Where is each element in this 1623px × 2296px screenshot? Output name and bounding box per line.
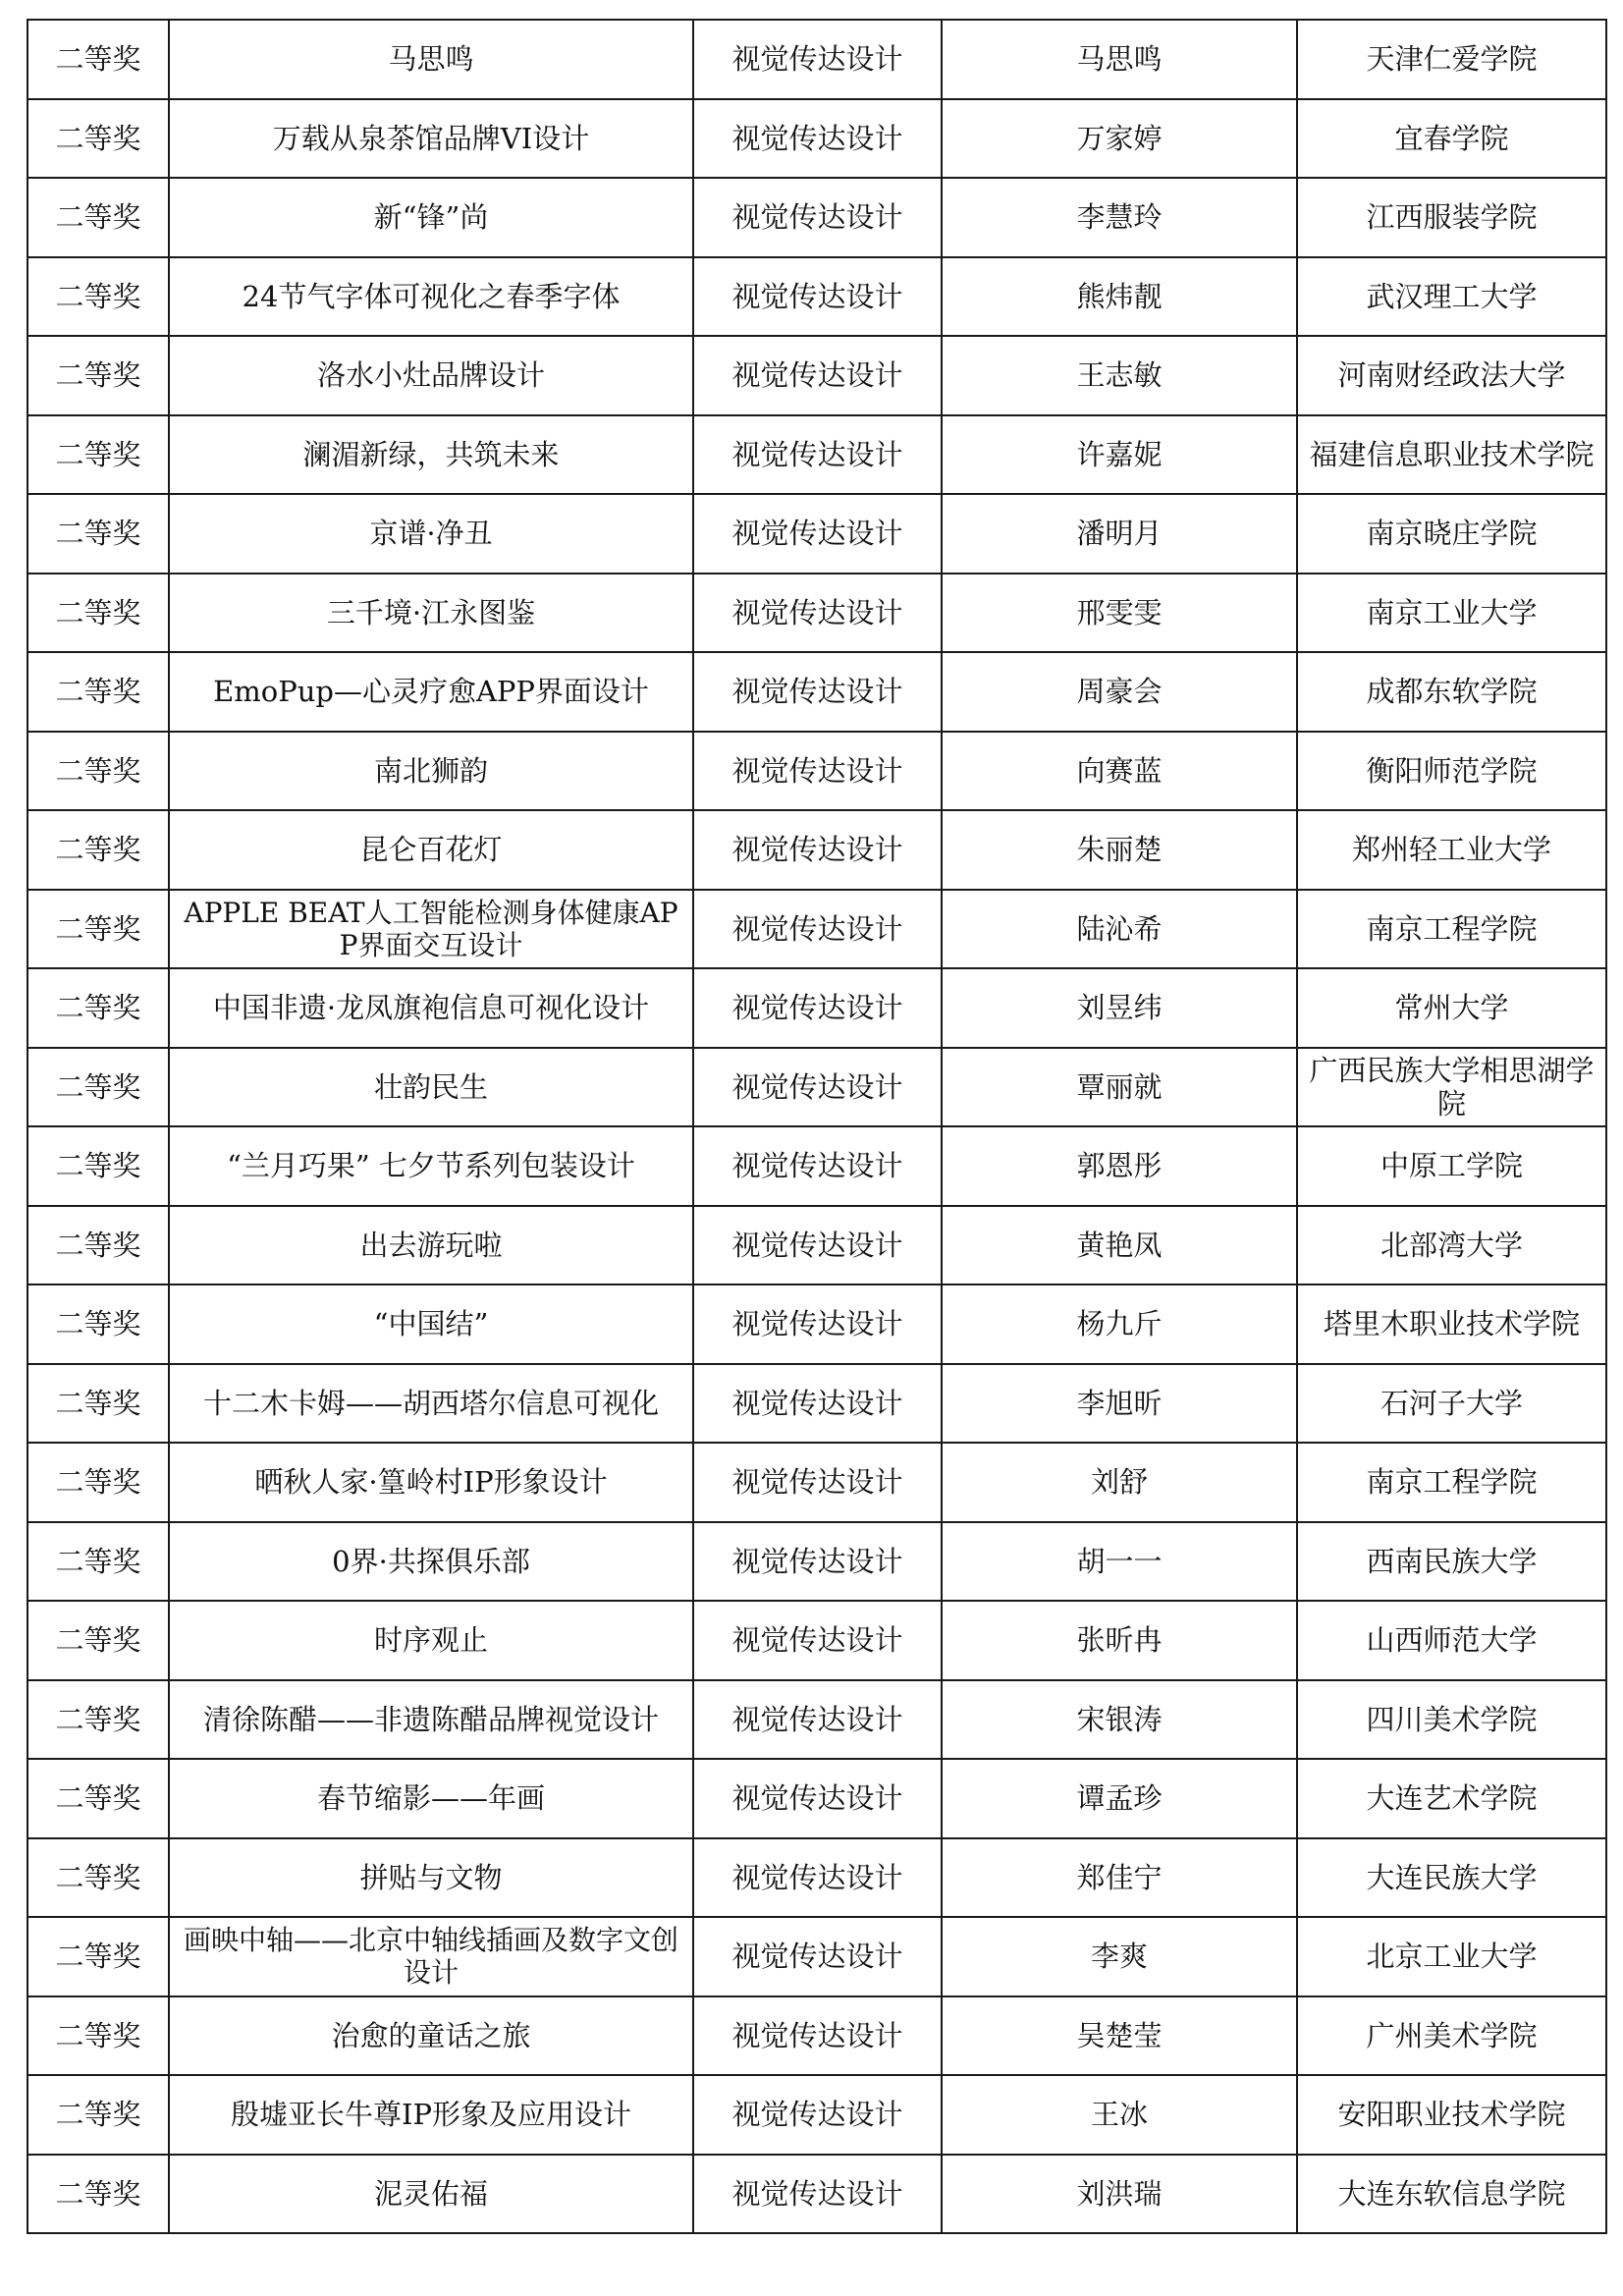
school-cell: 河南财经政法大学 bbox=[1297, 336, 1606, 415]
work-title-cell: 中国非遗·龙凤旗袍信息可视化设计 bbox=[169, 968, 693, 1048]
table-row bbox=[27, 732, 1606, 811]
award-level-cell: 二等奖 bbox=[27, 1285, 169, 1364]
work-title-cell: 0界·共探俱乐部 bbox=[169, 1522, 693, 1602]
major-cell: 视觉传达设计 bbox=[693, 1285, 942, 1364]
table-row bbox=[27, 336, 1606, 415]
work-title-cell: 万载从泉茶馆品牌VI设计 bbox=[169, 99, 693, 179]
major-cell: 视觉传达设计 bbox=[693, 415, 942, 495]
author-name-cell: 胡一一 bbox=[942, 1522, 1297, 1602]
table-row bbox=[27, 20, 1606, 99]
author-name-cell: 张昕冉 bbox=[942, 1601, 1297, 1680]
table-row bbox=[27, 1522, 1606, 1602]
table-row bbox=[27, 1680, 1606, 1760]
work-title-cell: 殷墟亚长牛尊IP形象及应用设计 bbox=[169, 2075, 693, 2155]
award-level-cell: 二等奖 bbox=[27, 1917, 169, 1996]
award-level-cell: 二等奖 bbox=[27, 1838, 169, 1918]
major-cell: 视觉传达设计 bbox=[693, 178, 942, 257]
school-cell: 北京工业大学 bbox=[1297, 1917, 1606, 1996]
award-level-cell: 二等奖 bbox=[27, 1126, 169, 1206]
author-name-cell: 向赛蓝 bbox=[942, 732, 1297, 811]
award-level-cell: 二等奖 bbox=[27, 257, 169, 337]
author-name-cell: 朱丽楚 bbox=[942, 810, 1297, 890]
work-title-cell: 南北狮韵 bbox=[169, 732, 693, 811]
author-name-cell: 刘舒 bbox=[942, 1443, 1297, 1522]
major-cell: 视觉传达设计 bbox=[693, 1996, 942, 2076]
award-level-cell: 二等奖 bbox=[27, 890, 169, 969]
author-name-cell: 李爽 bbox=[942, 1917, 1297, 1996]
school-cell: 宜春学院 bbox=[1297, 99, 1606, 179]
table-row bbox=[27, 1048, 1606, 1127]
school-cell: 南京工程学院 bbox=[1297, 1443, 1606, 1522]
work-title-cell: 新“锋”尚 bbox=[169, 178, 693, 257]
major-cell: 视觉传达设计 bbox=[693, 1759, 942, 1838]
award-level-cell: 二等奖 bbox=[27, 1996, 169, 2076]
table-row bbox=[27, 574, 1606, 653]
table-row bbox=[27, 1206, 1606, 1285]
work-title-cell: 出去游玩啦 bbox=[169, 1206, 693, 1285]
major-cell: 视觉传达设计 bbox=[693, 257, 942, 337]
author-name-cell: 郑佳宁 bbox=[942, 1838, 1297, 1918]
award-level-cell: 二等奖 bbox=[27, 415, 169, 495]
school-cell: 广州美术学院 bbox=[1297, 1996, 1606, 2076]
major-cell: 视觉传达设计 bbox=[693, 968, 942, 1048]
major-cell: 视觉传达设计 bbox=[693, 1680, 942, 1760]
work-title-cell: 洛水小灶品牌设计 bbox=[169, 336, 693, 415]
major-cell: 视觉传达设计 bbox=[693, 1601, 942, 1680]
award-level-cell: 二等奖 bbox=[27, 810, 169, 890]
table-row bbox=[27, 257, 1606, 337]
author-name-cell: 刘洪瑞 bbox=[942, 2155, 1297, 2234]
work-title-cell: 十二木卡姆——胡西塔尔信息可视化 bbox=[169, 1364, 693, 1444]
author-name-cell: 潘明月 bbox=[942, 494, 1297, 574]
table-row bbox=[27, 2155, 1606, 2234]
table-row bbox=[27, 1126, 1606, 1206]
major-cell: 视觉传达设计 bbox=[693, 1522, 942, 1602]
table-row bbox=[27, 1285, 1606, 1364]
major-cell: 视觉传达设计 bbox=[693, 890, 942, 969]
work-title-cell: 昆仑百花灯 bbox=[169, 810, 693, 890]
school-cell: 石河子大学 bbox=[1297, 1364, 1606, 1444]
author-name-cell: 熊炜靓 bbox=[942, 257, 1297, 337]
major-cell: 视觉传达设计 bbox=[693, 336, 942, 415]
work-title-cell: 清徐陈醋——非遗陈醋品牌视觉设计 bbox=[169, 1680, 693, 1760]
award-level-cell: 二等奖 bbox=[27, 1206, 169, 1285]
major-cell: 视觉传达设计 bbox=[693, 652, 942, 732]
award-level-cell: 二等奖 bbox=[27, 1759, 169, 1838]
major-cell: 视觉传达设计 bbox=[693, 99, 942, 179]
work-title-cell: EmoPup—心灵疗愈APP界面设计 bbox=[169, 652, 693, 732]
author-name-cell: 许嘉妮 bbox=[942, 415, 1297, 495]
work-title-cell: 三千境·江永图鉴 bbox=[169, 574, 693, 653]
award-level-cell: 二等奖 bbox=[27, 1048, 169, 1127]
work-title-cell: 画映中轴——北京中轴线插画及数字文创设计 bbox=[169, 1917, 693, 1996]
awards-table bbox=[27, 19, 1607, 2234]
award-level-cell: 二等奖 bbox=[27, 968, 169, 1048]
major-cell: 视觉传达设计 bbox=[693, 1206, 942, 1285]
author-name-cell: 杨九斤 bbox=[942, 1285, 1297, 1364]
award-level-cell: 二等奖 bbox=[27, 1364, 169, 1444]
school-cell: 西南民族大学 bbox=[1297, 1522, 1606, 1602]
award-level-cell: 二等奖 bbox=[27, 1522, 169, 1602]
major-cell: 视觉传达设计 bbox=[693, 732, 942, 811]
school-cell: 大连艺术学院 bbox=[1297, 1759, 1606, 1838]
award-level-cell: 二等奖 bbox=[27, 574, 169, 653]
work-title-cell: “兰月巧果” 七夕节系列包装设计 bbox=[169, 1126, 693, 1206]
work-title-cell: 治愈的童话之旅 bbox=[169, 1996, 693, 2076]
table-row bbox=[27, 1917, 1606, 1996]
award-level-cell: 二等奖 bbox=[27, 1680, 169, 1760]
major-cell: 视觉传达设计 bbox=[693, 1838, 942, 1918]
award-level-cell: 二等奖 bbox=[27, 2155, 169, 2234]
school-cell: 北部湾大学 bbox=[1297, 1206, 1606, 1285]
school-cell: 大连东软信息学院 bbox=[1297, 2155, 1606, 2234]
table-row bbox=[27, 1996, 1606, 2076]
author-name-cell: 李旭昕 bbox=[942, 1364, 1297, 1444]
award-level-cell: 二等奖 bbox=[27, 2075, 169, 2155]
author-name-cell: 邢雯雯 bbox=[942, 574, 1297, 653]
award-level-cell: 二等奖 bbox=[27, 1601, 169, 1680]
school-cell: 大连民族大学 bbox=[1297, 1838, 1606, 1918]
school-cell: 南京晓庄学院 bbox=[1297, 494, 1606, 574]
school-cell: 郑州轻工业大学 bbox=[1297, 810, 1606, 890]
author-name-cell: 郭恩彤 bbox=[942, 1126, 1297, 1206]
table-row bbox=[27, 415, 1606, 495]
school-cell: 广西民族大学相思湖学院 bbox=[1297, 1048, 1606, 1127]
major-cell: 视觉传达设计 bbox=[693, 2075, 942, 2155]
table-row bbox=[27, 1601, 1606, 1680]
school-cell: 四川美术学院 bbox=[1297, 1680, 1606, 1760]
table-row bbox=[27, 494, 1606, 574]
work-title-cell: 澜湄新绿，共筑未来 bbox=[169, 415, 693, 495]
author-name-cell: 万家婷 bbox=[942, 99, 1297, 179]
major-cell: 视觉传达设计 bbox=[693, 2155, 942, 2234]
table-row bbox=[27, 2075, 1606, 2155]
work-title-cell: 晒秋人家·篁岭村IP形象设计 bbox=[169, 1443, 693, 1522]
author-name-cell: 黄艳凤 bbox=[942, 1206, 1297, 1285]
school-cell: 衡阳师范学院 bbox=[1297, 732, 1606, 811]
major-cell: 视觉传达设计 bbox=[693, 1126, 942, 1206]
table-row bbox=[27, 968, 1606, 1048]
author-name-cell: 王志敏 bbox=[942, 336, 1297, 415]
work-title-cell: 马思鸣 bbox=[169, 20, 693, 99]
work-title-cell: “中国结” bbox=[169, 1285, 693, 1364]
major-cell: 视觉传达设计 bbox=[693, 810, 942, 890]
table-row bbox=[27, 1838, 1606, 1918]
work-title-cell: 京谱·净丑 bbox=[169, 494, 693, 574]
major-cell: 视觉传达设计 bbox=[693, 494, 942, 574]
work-title-cell: APPLE BEAT人工智能检测身体健康APP界面交互设计 bbox=[169, 890, 693, 969]
work-title-cell: 泥灵佑福 bbox=[169, 2155, 693, 2234]
work-title-cell: 春节缩影——年画 bbox=[169, 1759, 693, 1838]
author-name-cell: 谭孟珍 bbox=[942, 1759, 1297, 1838]
author-name-cell: 覃丽就 bbox=[942, 1048, 1297, 1127]
author-name-cell: 李慧玲 bbox=[942, 178, 1297, 257]
work-title-cell: 壮韵民生 bbox=[169, 1048, 693, 1127]
table-row bbox=[27, 810, 1606, 890]
school-cell: 福建信息职业技术学院 bbox=[1297, 415, 1606, 495]
school-cell: 成都东软学院 bbox=[1297, 652, 1606, 732]
award-level-cell: 二等奖 bbox=[27, 494, 169, 574]
school-cell: 安阳职业技术学院 bbox=[1297, 2075, 1606, 2155]
table-row bbox=[27, 1759, 1606, 1838]
school-cell: 南京工业大学 bbox=[1297, 574, 1606, 653]
major-cell: 视觉传达设计 bbox=[693, 574, 942, 653]
table-row bbox=[27, 99, 1606, 179]
award-level-cell: 二等奖 bbox=[27, 652, 169, 732]
table-row bbox=[27, 890, 1606, 969]
award-level-cell: 二等奖 bbox=[27, 178, 169, 257]
school-cell: 武汉理工大学 bbox=[1297, 257, 1606, 337]
award-level-cell: 二等奖 bbox=[27, 1443, 169, 1522]
table-row bbox=[27, 1443, 1606, 1522]
work-title-cell: 时序观止 bbox=[169, 1601, 693, 1680]
major-cell: 视觉传达设计 bbox=[693, 1364, 942, 1444]
award-level-cell: 二等奖 bbox=[27, 99, 169, 179]
school-cell: 山西师范大学 bbox=[1297, 1601, 1606, 1680]
work-title-cell: 24节气字体可视化之春季字体 bbox=[169, 257, 693, 337]
work-title-cell: 拼贴与文物 bbox=[169, 1838, 693, 1918]
author-name-cell: 宋银涛 bbox=[942, 1680, 1297, 1760]
school-cell: 中原工学院 bbox=[1297, 1126, 1606, 1206]
table-row bbox=[27, 178, 1606, 257]
school-cell: 天津仁爱学院 bbox=[1297, 20, 1606, 99]
school-cell: 常州大学 bbox=[1297, 968, 1606, 1048]
awards-list-page bbox=[27, 19, 1605, 2234]
school-cell: 江西服装学院 bbox=[1297, 178, 1606, 257]
school-cell: 南京工程学院 bbox=[1297, 890, 1606, 969]
table-row bbox=[27, 1364, 1606, 1444]
major-cell: 视觉传达设计 bbox=[693, 20, 942, 99]
author-name-cell: 吴楚莹 bbox=[942, 1996, 1297, 2076]
major-cell: 视觉传达设计 bbox=[693, 1443, 942, 1522]
table-row bbox=[27, 652, 1606, 732]
award-level-cell: 二等奖 bbox=[27, 20, 169, 99]
author-name-cell: 马思鸣 bbox=[942, 20, 1297, 99]
author-name-cell: 周豪会 bbox=[942, 652, 1297, 732]
major-cell: 视觉传达设计 bbox=[693, 1048, 942, 1127]
awards-table-body bbox=[27, 20, 1606, 2233]
major-cell: 视觉传达设计 bbox=[693, 1917, 942, 1996]
author-name-cell: 刘昱纬 bbox=[942, 968, 1297, 1048]
school-cell: 塔里木职业技术学院 bbox=[1297, 1285, 1606, 1364]
author-name-cell: 陆沁希 bbox=[942, 890, 1297, 969]
author-name-cell: 王冰 bbox=[942, 2075, 1297, 2155]
award-level-cell: 二等奖 bbox=[27, 336, 169, 415]
award-level-cell: 二等奖 bbox=[27, 732, 169, 811]
